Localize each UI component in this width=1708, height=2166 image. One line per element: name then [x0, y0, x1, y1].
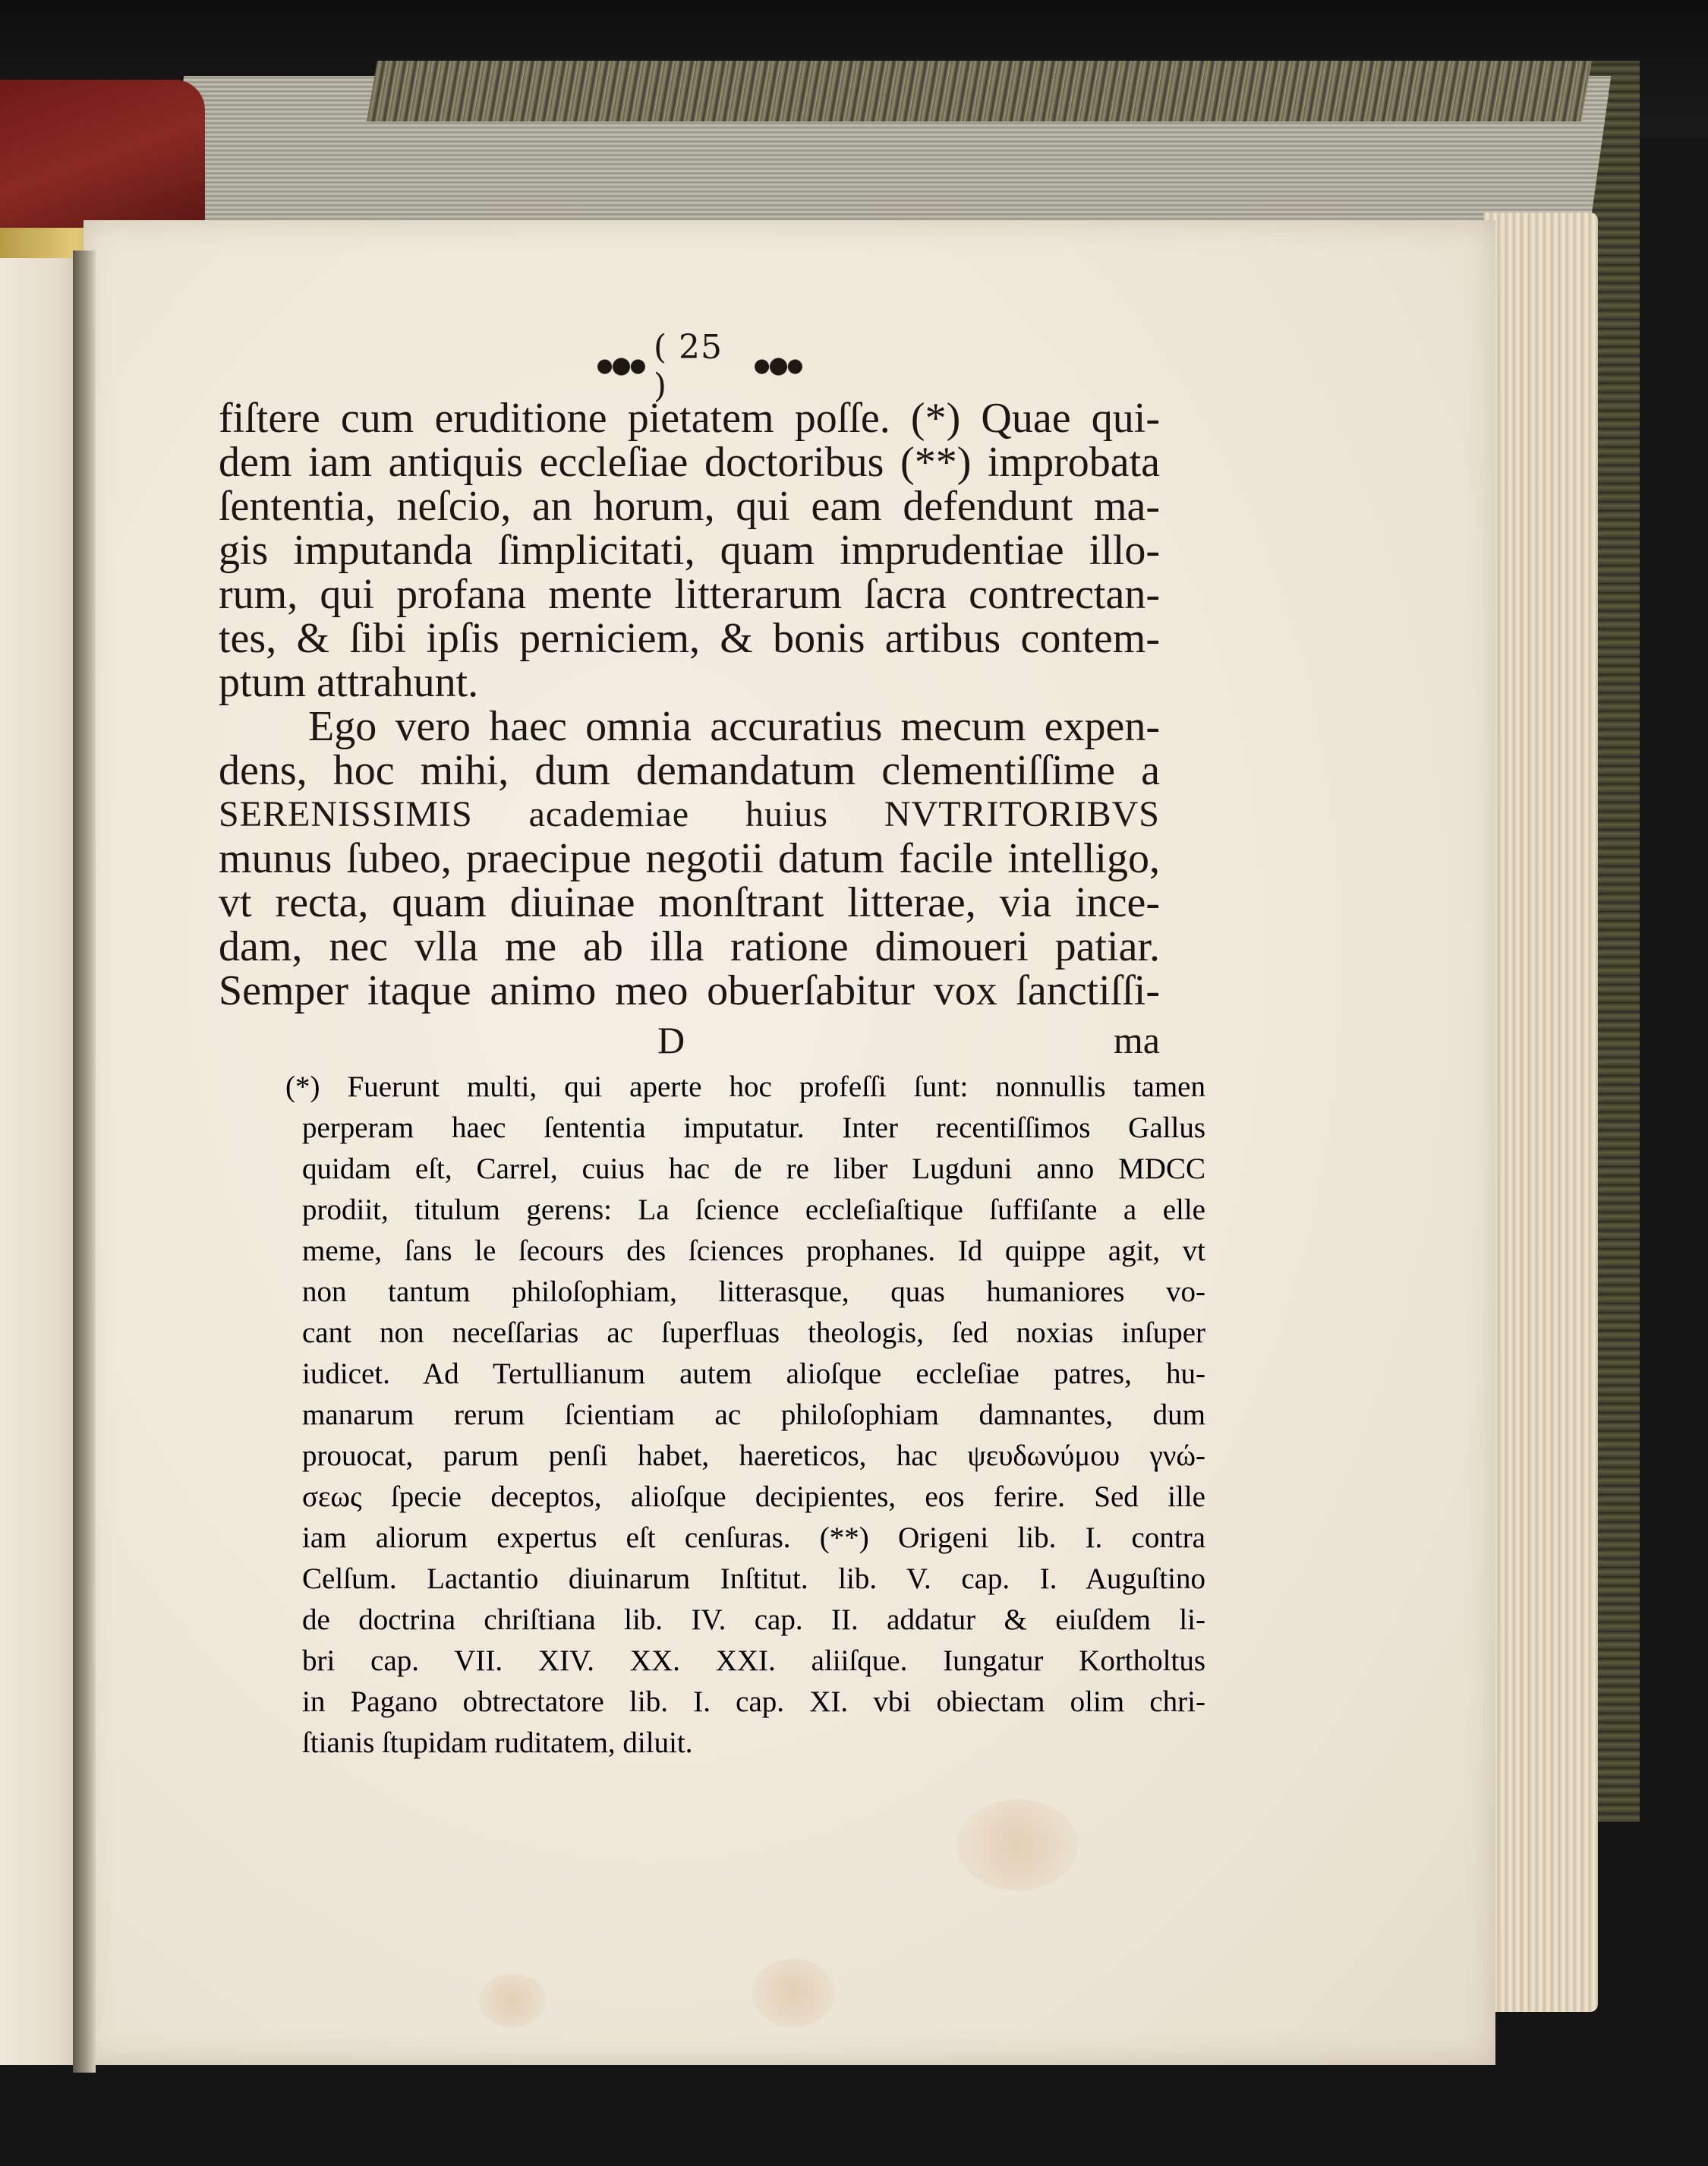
text-line: dam, nec vlla me ab illa ratione dimoueri patiar.: [219, 923, 1160, 970]
previous-page-edge: [0, 258, 84, 2065]
page-block-gilt-edge: [367, 61, 1592, 121]
footnote-line: manarum rerum ſcientiam ac philoſophiam damnantes, dum: [302, 1398, 1205, 1431]
text-line: dem iam antiquis eccleſiae doctoribus (**) improbata: [219, 439, 1160, 486]
text-line: fiſtere cum eruditione pietatem poſſe. (*) Quae qui-: [219, 395, 1160, 442]
footnote-line: meme, ſans le ſecours des ſciences prophanes. Id quippe agit, vt: [302, 1234, 1205, 1267]
fleuron-ornament-right: [751, 355, 806, 378]
text-line: dens, hoc mihi, dum demandatum clementiſſime a: [219, 747, 1160, 794]
text-line: ptum attrahunt.: [219, 659, 479, 706]
page-stain: [752, 1959, 835, 2027]
footnote-line: cant non neceſſarias ac ſuperfluas theologis, ſed noxias inſuper: [302, 1316, 1205, 1349]
text-line: ſententia, neſcio, an horum, qui eam defendunt ma-: [219, 483, 1160, 530]
text-line: tes, & ſibi ipſis perniciem, & bonis artibus contem-: [219, 615, 1160, 662]
text-line: munus ſubeo, praecipue negotii datum facile intelligo,: [219, 835, 1160, 882]
footnote-line: bri cap. VII. XIV. XX. XXI. aliiſque. Iungatur Kortholtus: [302, 1644, 1205, 1677]
footnote-line: perperam haec ſententia imputatur. Inter recentiſſimos Gallus: [302, 1111, 1205, 1144]
fleuron-ornament-left: [594, 355, 649, 378]
footnote-line: ſtianis ſtupidam ruditatem, diluit.: [302, 1726, 693, 1759]
text-line: gis imputanda ſimplicitati, quam imprudentiae illo-: [219, 527, 1160, 574]
footnote-line: prodiit, titulum gerens: La ſcience eccleſiaſtique ſuffiſante a elle: [302, 1193, 1205, 1226]
page-block-right-edge: [1484, 213, 1598, 2012]
footnote-line: non tantum philoſophiam, litterasque, quas humaniores vo-: [302, 1275, 1205, 1308]
footnote-line: iam aliorum expertus eſt cenſuras. (**) Origeni lib. I. contra: [302, 1521, 1205, 1554]
page-stain: [956, 1799, 1078, 1890]
page-stain: [478, 1974, 547, 2027]
page-number: ( 25 ): [653, 328, 723, 405]
text-line: Semper itaque animo meo obuerſabitur vox ſanctiſſi-: [219, 967, 1160, 1014]
text-line: vt recta, quam diuinae monſtrant litterae, via ince-: [219, 879, 1160, 926]
book-gutter: [73, 251, 96, 2073]
footnote-line: quidam eſt, Carrel, cuius hac de re liber Lugduni anno MDCC: [302, 1152, 1205, 1185]
footnote-line: (*) Fuerunt multi, qui aperte hoc profeſſi ſunt: nonnullis tamen: [285, 1070, 1205, 1103]
text-line: rum, qui profana mente litterarum ſacra contrectan-: [219, 571, 1160, 618]
footnote-line: Celſum. Lactantio diuinarum Inſtitut. lib. V. cap. I. Auguſtino: [302, 1562, 1205, 1595]
catchword: ma: [1113, 1019, 1160, 1061]
page-header: [594, 328, 806, 405]
footnote-line: iudicet. Ad Tertullianum autem alioſque eccleſiae patres, hu-: [302, 1357, 1205, 1390]
footnote-line: σεως ſpecie deceptos, alioſque decipientes, eos ferire. Sed ille: [302, 1480, 1205, 1513]
text-line: Ego vero haec omnia accuratius mecum expen-: [308, 703, 1160, 750]
signature-mark: D: [657, 1019, 685, 1061]
footnote-line: in Pagano obtrectatore lib. I. cap. XI. vbi obiectam olim chri-: [302, 1685, 1205, 1718]
text-line: SERENISSIMIS academiae huius NVTRITORIBVS: [219, 794, 1160, 834]
footnote-line: prouocat, parum penſi habet, haereticos, hac ψευδωνύμου γνώ-: [302, 1439, 1205, 1472]
footnote-line: de doctrina chriſtiana lib. IV. cap. II. addatur & eiuſdem li-: [302, 1603, 1205, 1636]
